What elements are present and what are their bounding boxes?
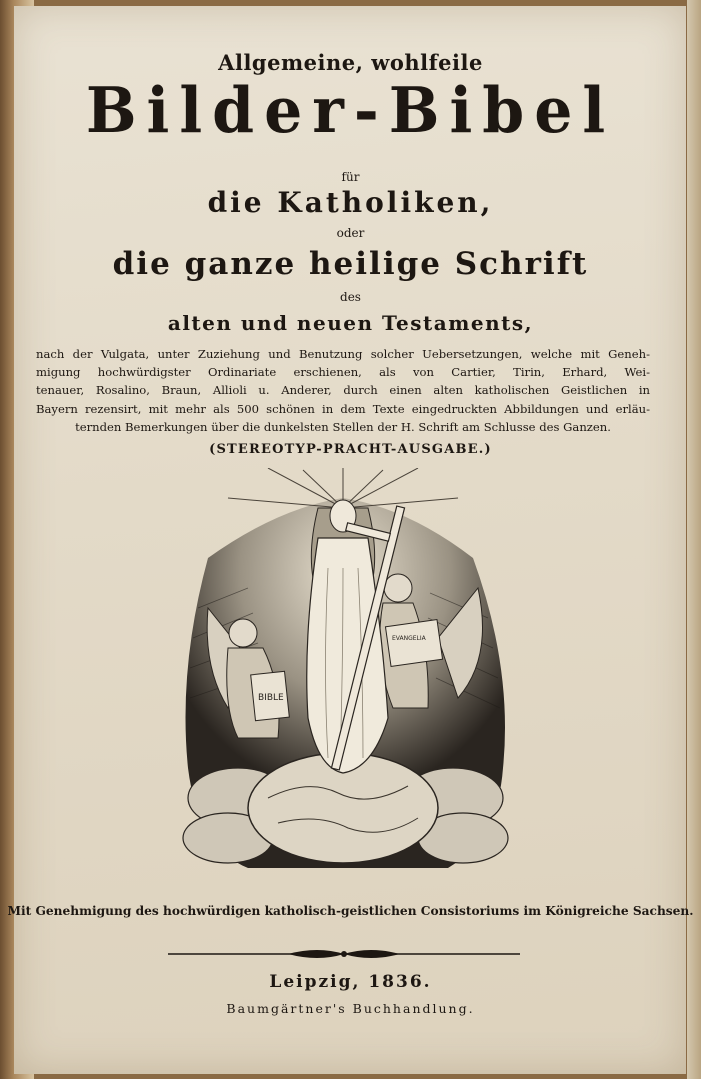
alt-title-line: die ganze heilige Schrift [112,246,589,282]
testaments-line: alten und neuen Testaments, [167,311,534,335]
paragraph-line: nach der Vulgata, unter Zuziehung und Benutzung solcher Uebersetzungen, welche mit Geneh- [36,347,650,361]
description-paragraph [36,345,650,436]
paragraph-line: migung hochwürdigster Ordinariate erschienen, als von Cartier, Tirin, Erhard, Wei- [36,365,650,380]
gospel-book [385,620,442,667]
connector-des: des [340,290,361,304]
publisher-line: Baumgärtner's Buchhandlung. [226,1001,475,1016]
subtitle-line: Allgemeine, wohlfeile [218,50,483,75]
edition-note: (STEREOTYP-PRACHT-AUSGABE.) [209,442,492,457]
paragraph-line: Bayern rezensirt, mit mehr als 500 schönen in dem Texte eingedruckten Abbildungen und erläu- [36,401,650,416]
paragraph-line: ternden Bemerkungen über die dunkelsten Stellen der H. Schrift am Schlusse des Ganzen. [75,419,611,434]
ornamental-rule [168,948,520,960]
gospel-book-label: EVANGELIA [392,635,426,642]
imprint-place-year: Leipzig, 1836. [269,972,432,992]
audience-line: die Katholiken, [207,186,494,219]
main-title: Bilder-Bibel [85,74,616,148]
connector-fuer: für [341,170,360,184]
bible-book-label: BIBLE [258,693,284,703]
connector-oder: oder [336,226,365,240]
paragraph-line: tenauer, Rosalino, Braun, Allioli u. Anderer, durch einen alten katholischen Geistlichen in [36,383,650,398]
approval-line: Mit Genehmigung des hochwürdigen katholisch-geistlichen Consistoriums im Königreiche Sachsen. [7,904,694,918]
frontispiece-engraving [168,468,518,884]
